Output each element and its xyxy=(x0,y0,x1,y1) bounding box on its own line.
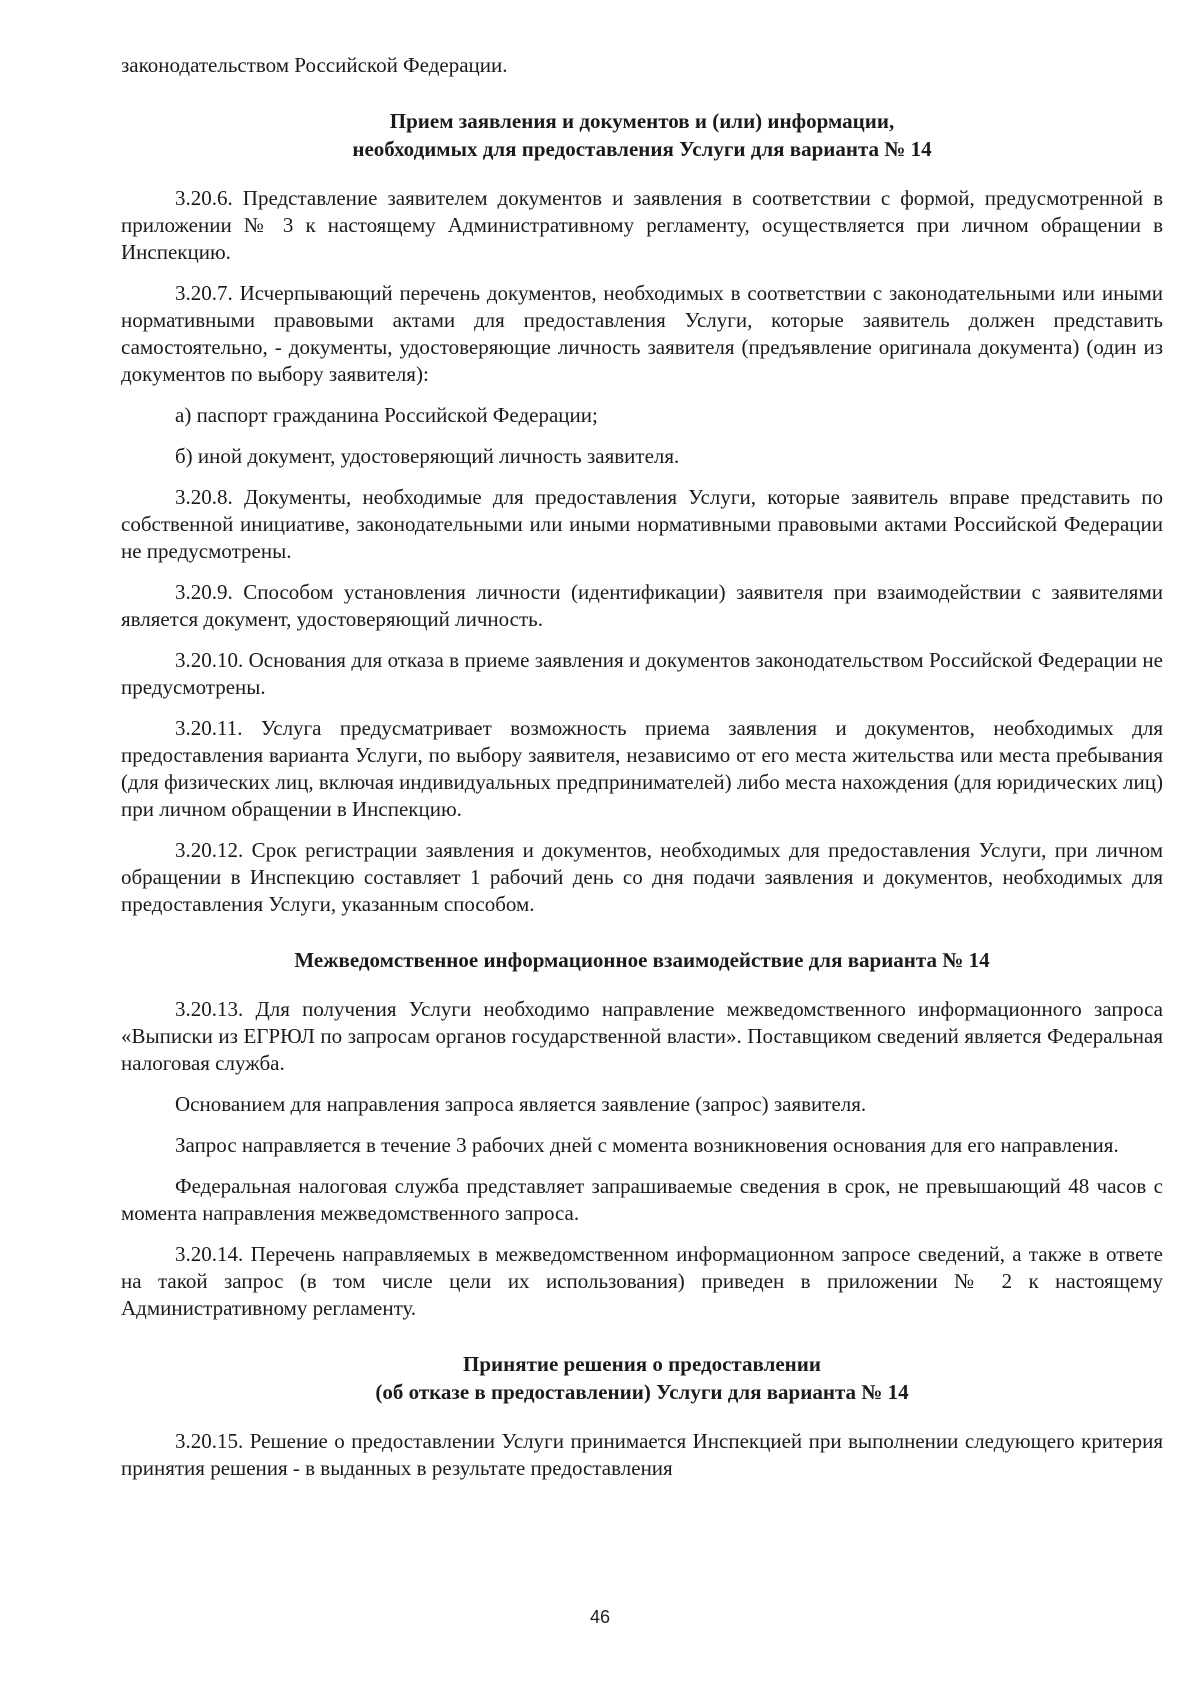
page-number: 46 xyxy=(589,1607,611,1627)
paragraph-3-20-11: 3.20.11. Услуга предусматривает возможность приема заявления и документов, необходимых для предоставления варианта Услуги, по выбору заявителя, независимо от его места жительства или места пребывания (для физических лиц, включая индивидуальных предпринимателей) либо места нахождения (для юридических лиц) при личном обращении в Инспекцию. xyxy=(121,716,1163,821)
paragraph-3-20-10: 3.20.10. Основания для отказа в приеме заявления и документов законодательством Российской Федерации не предусмотрены. xyxy=(121,648,1163,699)
list-item-a: а) паспорт гражданина Российской Федерации; xyxy=(175,403,598,427)
paragraph-request-term: Запрос направляется в течение 3 рабочих дней с момента возникновения основания для его направления. xyxy=(175,1133,1119,1157)
paragraph-3-20-7: 3.20.7. Исчерпывающий перечень документов, необходимых в соответствии с законодательными или иными нормативными правовыми актами для предоставления Услуги, которые заявитель должен представить самостоятельно, - документы, удостоверяющие личность заявителя (предъявление оригинала документа) (один из документов по выбору заявителя): xyxy=(121,281,1163,386)
section-heading-decision xyxy=(121,1350,1163,1406)
paragraph-3-20-15: 3.20.15. Решение о предоставлении Услуги принимается Инспекцией при выполнении следующего критерия принятия решения - в выданных в результате предоставления xyxy=(121,1429,1163,1480)
section-heading-decision-line2: (об отказе в предоставлении) Услуги для варианта № 14 xyxy=(375,1380,909,1404)
paragraph-request-basis: Основанием для направления запроса является заявление (запрос) заявителя. xyxy=(175,1092,867,1116)
list-item-b: б) иной документ, удостоверяющий личность заявителя. xyxy=(175,444,680,468)
paragraph-3-20-8: 3.20.8. Документы, необходимые для предоставления Услуги, которые заявитель вправе представить по собственной инициативе, законодательными или иными нормативными правовыми актами Российской Федерации не предусмотрены. xyxy=(121,485,1163,563)
section-heading-interagency xyxy=(121,946,1163,974)
paragraph-3-20-13: 3.20.13. Для получения Услуги необходимо направление межведомственного информационного запроса «Выписки из ЕГРЮЛ по запросам органов государственной власти». Поставщиком сведений является Федеральная налоговая служба. xyxy=(121,997,1163,1075)
document-page xyxy=(121,52,1163,1496)
paragraph-3-20-6: 3.20.6. Представление заявителем документов и заявления в соответствии с формой, предусмотренной в приложении № 3 к настоящему Административному регламенту, осуществляется при личном обращении в Инспекцию. xyxy=(121,186,1163,264)
paragraph-3-20-12: 3.20.12. Срок регистрации заявления и документов, необходимых для предоставления Услуги, при личном обращении в Инспекцию составляет 1 рабочий день со дня подачи заявления и документов, необходимых для предоставления Услуги, указанным способом. xyxy=(121,838,1163,916)
section-heading-decision-line1: Принятие решения о предоставлении xyxy=(463,1352,821,1376)
section-heading-reception-line1: Прием заявления и документов и (или) информации, xyxy=(389,109,895,133)
paragraph-3-20-14: 3.20.14. Перечень направляемых в межведомственном информационном запросе сведений, а также в ответе на такой запрос (в том числе цели их использования) приведен в приложении № 2 к настоящему Административному регламенту. xyxy=(121,1242,1163,1320)
section-heading-reception-line2: необходимых для предоставления Услуги для варианта № 14 xyxy=(352,137,932,161)
section-heading-reception xyxy=(121,107,1163,163)
paragraph-fns-term: Федеральная налоговая служба представляет запрашиваемые сведения в срок, не превышающий 48 часов с момента направления межведомственного запроса. xyxy=(121,1174,1163,1225)
paragraph-3-20-9: 3.20.9. Способом установления личности (идентификации) заявителя при взаимодействии с заявителями является документ, удостоверяющий личность. xyxy=(121,580,1163,631)
lead-line: законодательством Российской Федерации. xyxy=(121,53,508,77)
section-heading-interagency-line: Межведомственное информационное взаимодействие для варианта № 14 xyxy=(294,948,990,972)
